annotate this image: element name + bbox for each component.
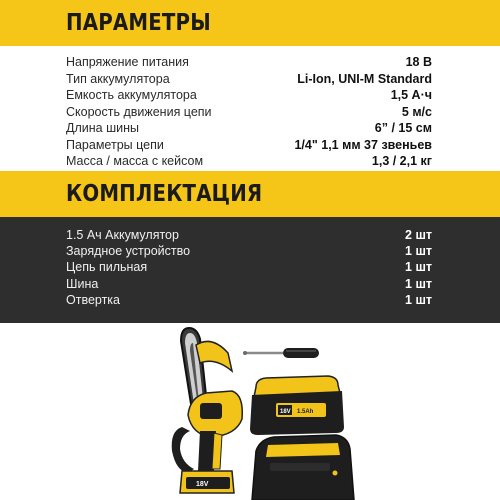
kit-title: КОМПЛЕКТАЦИЯ <box>66 181 263 207</box>
param-label: Напряжение питания <box>66 55 189 69</box>
battery-image <box>250 376 344 435</box>
screwdriver-image <box>243 348 319 358</box>
kit-item-qty: 1 шт <box>405 276 432 291</box>
kit-item-label: 1.5 Ач Аккумулятор <box>66 228 179 242</box>
param-value: 6” / 15 см <box>374 121 432 135</box>
params-table <box>0 46 500 171</box>
kit-row <box>66 292 432 308</box>
kit-row <box>66 243 432 259</box>
kit-item-qty: 2 шт <box>405 228 432 242</box>
param-row <box>66 137 432 154</box>
param-label: Тип аккумулятора <box>66 71 170 86</box>
param-value: 1/4" 1,1 мм 37 звеньев <box>294 137 432 152</box>
param-row <box>66 71 432 88</box>
param-value: 18 В <box>405 55 432 69</box>
param-row <box>66 87 432 104</box>
param-label: Емкость аккумулятора <box>66 88 197 102</box>
kit-row <box>66 259 432 275</box>
param-value: 1,3 / 2,1 кг <box>371 154 432 168</box>
params-title: ПАРАМЕТРЫ <box>66 10 211 36</box>
kit-row <box>66 227 432 243</box>
kit-item-label: Цепь пильная <box>66 260 148 275</box>
kit-item-label: Отвертка <box>66 292 120 307</box>
kit-row <box>66 276 432 292</box>
param-label: Скорость движения цепи <box>66 104 212 119</box>
param-row <box>66 120 432 137</box>
chainsaw-image <box>172 328 243 493</box>
param-label: Параметры цепи <box>66 137 164 152</box>
kit-item-qty: 1 шт <box>405 292 432 307</box>
saw-battery-voltage-label: 18V <box>196 481 209 488</box>
kit-header <box>0 171 500 217</box>
charger-image <box>252 435 354 500</box>
param-label: Масса / масса с кейсом <box>66 154 204 168</box>
param-row <box>66 54 432 71</box>
params-header <box>0 0 500 46</box>
battery-capacity-label: 1.5Ah <box>297 409 314 415</box>
kit-item-qty: 1 шт <box>405 260 432 275</box>
param-row <box>66 153 432 170</box>
param-value: Li-Ion, UNI-M Standard <box>297 71 432 86</box>
kit-item-qty: 1 шт <box>405 244 432 259</box>
param-row <box>66 104 432 121</box>
param-label: Длина шины <box>66 121 139 135</box>
kit-item-label: Зарядное устройство <box>66 244 191 259</box>
product-photo <box>0 323 500 500</box>
kit-table <box>0 217 500 323</box>
battery-voltage-label: 18V <box>280 409 291 415</box>
param-value: 5 м/с <box>401 104 432 119</box>
kit-item-label: Шина <box>66 276 99 291</box>
param-value: 1,5 А·ч <box>390 88 432 102</box>
